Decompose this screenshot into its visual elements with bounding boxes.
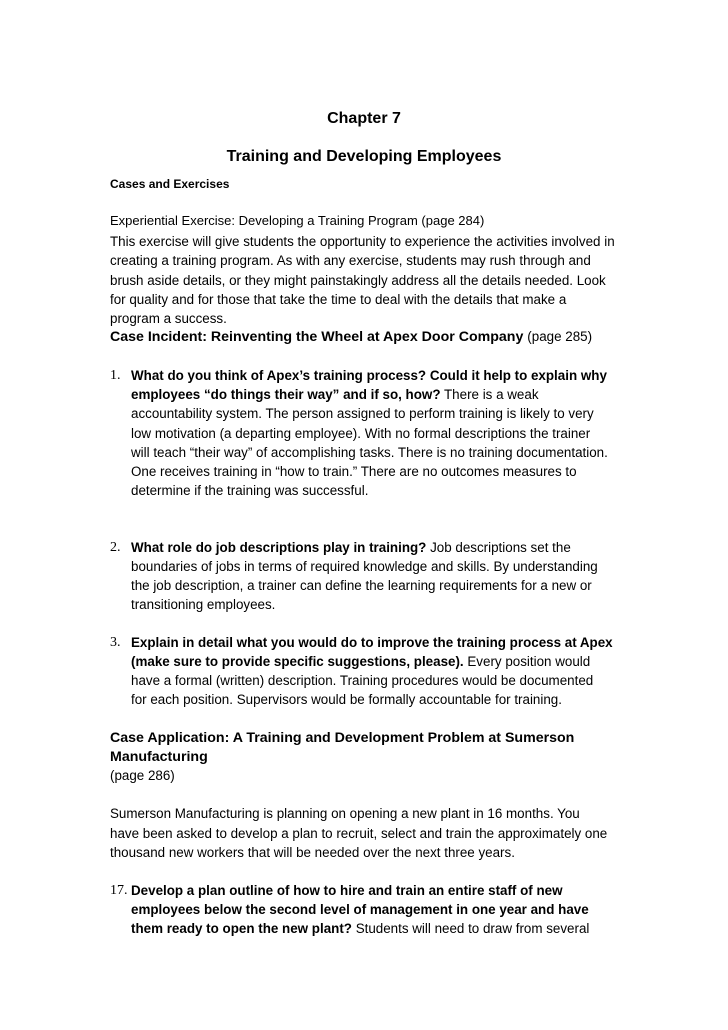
chapter-heading: Chapter 7 (327, 110, 401, 127)
question-line: them ready to open the new plant? Students will need to draw from several (131, 921, 590, 936)
case-application-heading-cont: Manufacturing (110, 749, 208, 765)
case-application-heading: Case Application: A Training and Development Problem at Sumerson (110, 730, 575, 746)
question-line: accountability system. The person assigned to perform training is likely to very (131, 406, 594, 421)
paragraph-line: have been asked to develop a plan to recruit, select and train the approximately one (110, 826, 608, 841)
experiential-heading: Experiential Exercise: Developing a Training Program (page 284) (110, 213, 485, 228)
question-line: for each position. Supervisors would be formally accountable for training. (131, 692, 562, 707)
paragraph-line: for quality and for those that take the time to deal with the details that make a (110, 292, 567, 307)
question-number: 17. (110, 883, 128, 898)
question-number: 3. (110, 635, 121, 650)
paragraph-line: thousand new workers that will be needed over the next three years. (110, 845, 515, 860)
case-incident-heading (110, 329, 592, 345)
question-line: determine if the training was successful. (131, 483, 369, 498)
paragraph-line: program a success. (110, 311, 227, 326)
paragraph-line: brush aside details, or they might painstakingly address all the details needed. Look (110, 273, 606, 288)
paragraph-line: This exercise will give students the opportunity to experience the activities involved in (110, 234, 615, 249)
case-incident-title: Case Incident: Reinventing the Wheel at Apex Door Company (110, 329, 524, 345)
case-incident-page: (page 285) (527, 329, 593, 344)
question-line: the job description, a trainer can define the learning requirements for a new or (131, 578, 592, 593)
section-label: Cases and Exercises (110, 177, 230, 191)
question-line: (make sure to provide specific suggestions, please). Every position would (131, 654, 591, 669)
question-number: 2. (110, 540, 121, 555)
question-number: 1. (110, 368, 121, 383)
question-line: low motivation (a departing employee). With no formal descriptions the trainer (131, 426, 591, 441)
paragraph-line: Sumerson Manufacturing is planning on opening a new plant in 16 months. You (110, 806, 580, 821)
question-line: will teach “their way” of accomplishing tasks. There is no training documentation. (131, 445, 608, 460)
question-line: Develop a plan outline of how to hire and train an entire staff of new (131, 883, 563, 898)
page-title: Training and Developing Employees (226, 148, 502, 165)
question-line: What role do job descriptions play in training? Job descriptions set the (131, 540, 571, 555)
case-application-page: (page 286) (110, 768, 175, 783)
question-line: One receives training in “how to train.” There are no outcomes measures to (131, 464, 577, 479)
question-line: Explain in detail what you would do to improve the training process at Apex (131, 635, 613, 650)
paragraph-line: creating a training program. As with any exercise, students may rush through and (110, 253, 591, 268)
question-line: What do you think of Apex’s training process? Could it help to explain why (131, 368, 607, 383)
question-line: transitioning employees. (131, 597, 276, 612)
question-line: employees “do things their way” and if so, how? There is a weak (131, 387, 539, 402)
question-line: boundaries of jobs in terms of required knowledge and skills. By understanding (131, 559, 598, 574)
question-line: have a formal (written) description. Training procedures would be documented (131, 673, 594, 688)
question-line: employees below the second level of management in one year and have (131, 902, 589, 917)
